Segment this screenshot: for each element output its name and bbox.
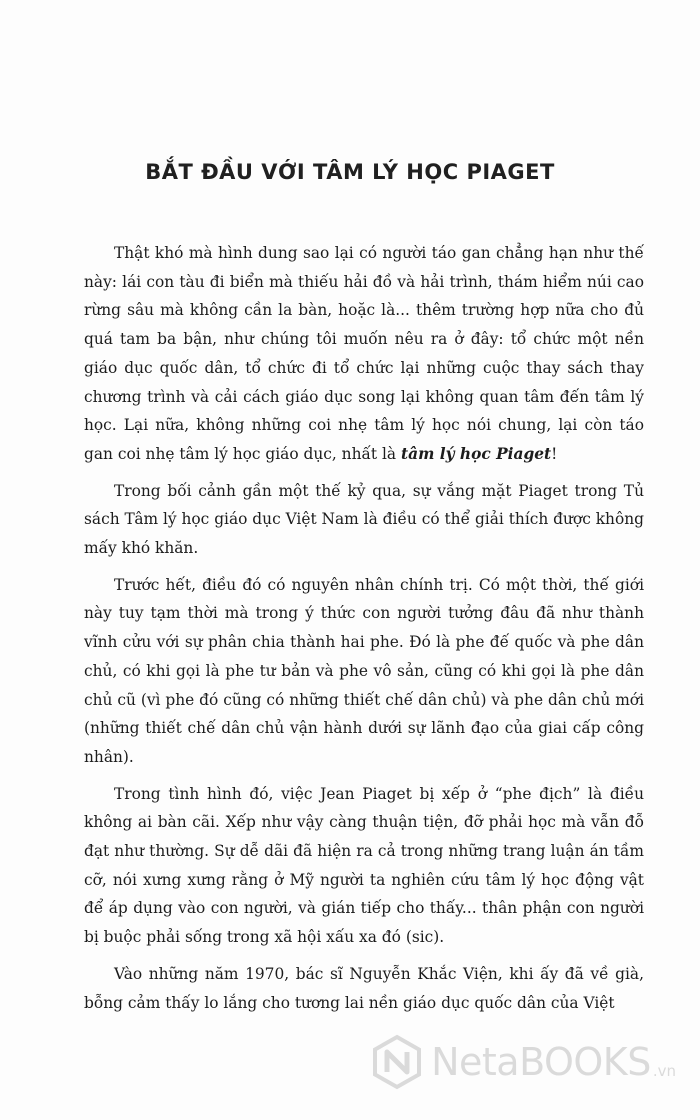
chapter-heading: BẮT ĐẦU VỚI TÂM LÝ HỌC PIAGET (145, 160, 555, 184)
netabooks-watermark (369, 1034, 676, 1090)
paragraph-1-tail: ! (551, 444, 558, 463)
paragraph-5: Vào những năm 1970, bác sĩ Nguyễn Khắc Viện, khi ấy đã về già, bỗng cảm thấy lo lắng cho tương lai nền giáo dục quốc dân của Việt (84, 964, 644, 1012)
paragraph-1 (84, 239, 644, 469)
paragraph-2: Trong bối cảnh gần một thế kỷ qua, sự vắng mặt Piaget trong Tủ sách Tâm lý học giáo dục Việt Nam là điều có thể giải thích được không mấy khó khăn. (84, 481, 644, 558)
body-text (84, 239, 644, 1017)
paragraph-1-emphasis: tâm lý học Piaget (401, 444, 552, 463)
netabooks-logo-icon (369, 1034, 425, 1090)
paragraph-1-text: Thật khó mà hình dung sao lại có người táo gan chẳng hạn như thế này: lái con tàu đi biển mà thiếu hải đồ và hải trình, thám hiểm núi cao rừng sâu mà không cần la bàn, hoặc là... thêm trường hợp nữa cho đủ quá tam ba bận, như chúng tôi muốn nêu ra ở đây: tổ chức một nền giáo dục quốc dân, tổ chức đi tổ chức lại những cuộc thay sách thay chương trình và cải cách giáo dục song lại không quan tâm đến tâm lý học. Lại nữa, không những coi nhẹ tâm lý học nói chung, lại còn táo gan coi nhẹ tâm lý học giáo dục, nhất là (84, 244, 644, 463)
paragraph-3: Trước hết, điều đó có nguyên nhân chính trị. Có một thời, thế giới này tuy tạm thời mà trong ý thức con người tưởng đâu đã như thành vĩnh cửu với sự phân chia thành hai phe. Đó là phe đế quốc và phe dân chủ, có khi gọi là phe tư bản và phe vô sản, cũng có khi gọi là phe dân chủ cũ (vì phe đó cũng có những thiết chế dân chủ) và phe dân chủ mới (những thiết chế dân chủ vận hành dưới sự lãnh đạo của giai cấp công nhân). (84, 575, 644, 766)
paragraph-4: Trong tình hình đó, việc Jean Piaget bị xếp ở “phe địch” là điều không ai bàn cãi. Xếp như vậy càng thuận tiện, đỡ phải học mà vẫn đỗ đạt như thường. Sự dễ dãi đã hiện ra cả trong những trang luận án tầm cỡ, nói xưng xưng rằng ở Mỹ người ta nghiên cứu tâm lý học động vật để áp dụng vào con người, và gián tiếp cho thấy... thân phận con người bị buộc phải sống trong xã hội xấu xa đó (sic). (84, 784, 644, 947)
watermark-brand: NetaBOOKS (431, 1040, 651, 1084)
watermark-suffix: .vn (652, 1062, 676, 1080)
